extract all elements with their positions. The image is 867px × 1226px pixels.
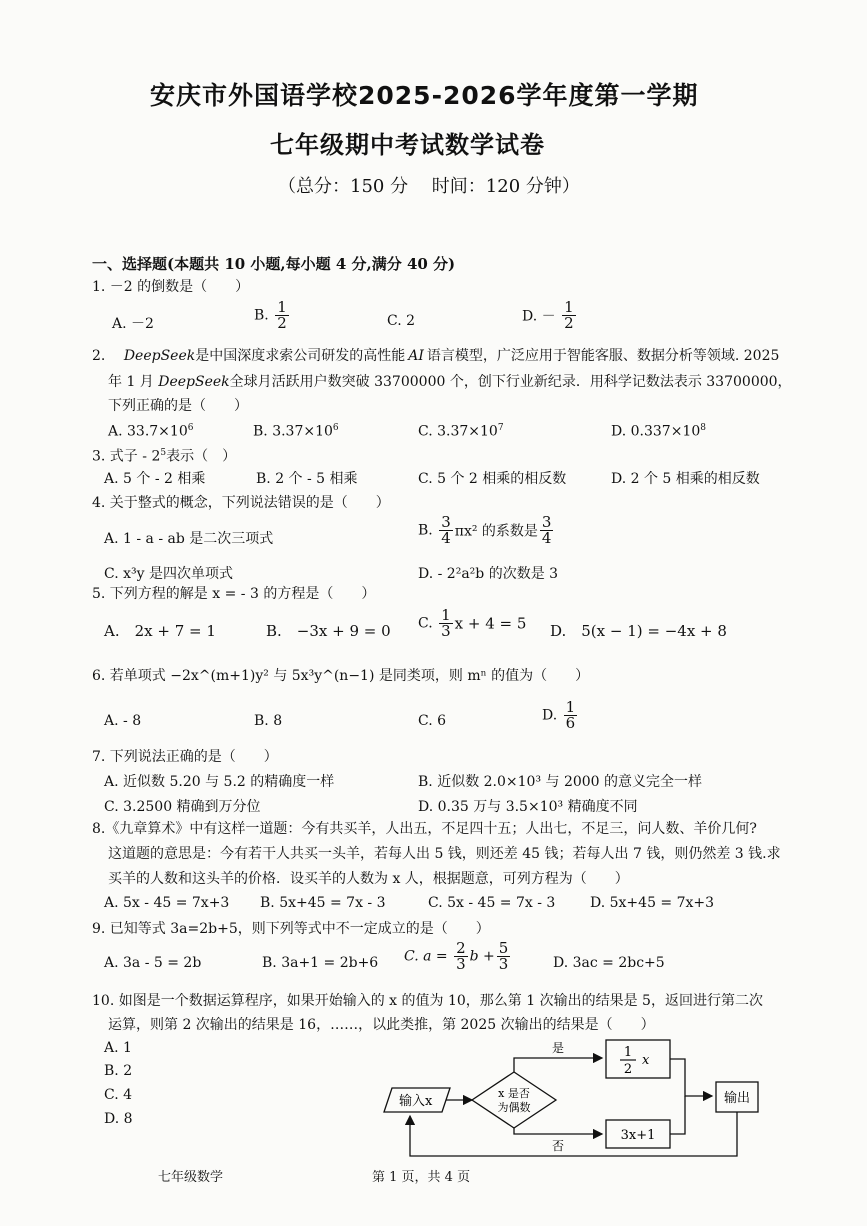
q4-stem: 4. 关于整式的概念，下列说法错误的是（ ） — [92, 495, 390, 511]
q4-b-den: 4 — [441, 529, 451, 547]
q4-option-a: A. 1 - a - ab 是二次三项式 — [104, 531, 274, 547]
q5-c-post: x + 4 = 5 — [454, 614, 527, 633]
q2-deepseek-1: DeepSeek — [123, 348, 196, 364]
q1-d-fraction — [562, 300, 576, 331]
q4-option-b — [418, 515, 555, 546]
q4-option-d: D. - 2²a²b 的次数是 3 — [418, 566, 559, 582]
q1-b-fraction — [275, 300, 289, 331]
q9-option-b: B. 3a+1 = 2b+6 — [262, 955, 379, 971]
q2-option-b — [253, 423, 339, 440]
q3-option-d: D. 2 个 5 相乘的相反数 — [611, 471, 760, 487]
q2-l1-mid: 是中国深度求索公司研发的高性能 — [195, 348, 406, 364]
q7-option-a: A. 近似数 5.20 与 5.2 的精确度一样 — [104, 774, 335, 790]
q1-d-num: 1 — [564, 298, 574, 316]
q2-line1 — [92, 345, 779, 367]
q10-flowchart — [380, 1030, 770, 1160]
q9-c-num2: 5 — [498, 939, 509, 957]
q8-line1: 8.《九章算术》中有这样一道题：今有共买羊，人出五，不足四十五；人出七，不足三，问人数、羊价几何? — [92, 821, 757, 837]
q4-b-den2: 4 — [541, 529, 552, 547]
q8-option-c: C. 5x - 45 = 7x - 3 — [428, 895, 556, 911]
q5-c-label: C. — [418, 615, 433, 632]
q2-d-exp: 8 — [700, 423, 706, 433]
q2-c-exp: 7 — [497, 423, 504, 433]
q5-option-c — [418, 608, 526, 639]
q10-option-a: A. 1 — [104, 1040, 132, 1056]
q2-ai: AI — [408, 348, 424, 364]
footer-page-number: 第 1 页，共 4 页 — [372, 1170, 471, 1185]
q2-deepseek-2: DeepSeek — [158, 374, 230, 390]
q2-l1-post: 语言模型，广泛应用于智能客服、数据分析等领域. 2025 — [426, 348, 780, 364]
q6-option-c: C. 6 — [418, 713, 447, 729]
flow-yes-box-var: x — [642, 1053, 650, 1068]
flow-yes-box-num: 1 — [623, 1045, 633, 1060]
q6-d-fraction — [564, 700, 578, 731]
q1-stem: 1. －2 的倒数是（ ） — [92, 279, 250, 295]
q7-stem: 7. 下列说法正确的是（ ） — [92, 749, 278, 765]
q5-c-den: 3 — [441, 622, 451, 640]
flow-decision-line2: 为偶数 — [497, 1101, 531, 1114]
q5-c-num: 1 — [441, 606, 451, 624]
q4-b-label: B. — [418, 522, 433, 539]
exam-title: 安庆市外国语学校2025-2026学年度第一学期 — [150, 81, 699, 110]
q5-option-a: A. 2x + 7 = 1 — [104, 622, 216, 640]
q5-option-d: D. 5(x − 1) = −4x + 8 — [550, 622, 727, 640]
q9-c-den2: 3 — [498, 955, 509, 973]
q9-c-num1: 2 — [456, 939, 466, 957]
flow-yes-label: 是 — [552, 1041, 565, 1055]
q7-option-c: C. 3.2500 精确到万分位 — [104, 799, 261, 815]
q3-stem-exp: 5 — [160, 448, 167, 458]
q8-option-a: A. 5x - 45 = 7x+3 — [104, 895, 230, 911]
flow-arrow-yes-output — [670, 1059, 712, 1096]
q2-num: 2. — [92, 348, 106, 364]
q4-b-frac1 — [439, 515, 453, 546]
q9-c-frac1 — [454, 941, 468, 972]
q2-d-text: D. 0.337×10 — [611, 423, 701, 440]
q2-option-c — [418, 423, 504, 440]
footer-subject: 七年级数学 — [158, 1170, 224, 1185]
q8-line3: 买羊的人数和这头羊的价格．设买羊的人数为 x 人，根据题意，可列方程为（ ） — [108, 871, 629, 887]
exam-subtitle: 七年级期中考试数学试卷 — [270, 131, 545, 159]
q4-b-mid: πx² 的系数是 — [454, 523, 538, 540]
flow-no-label: 否 — [552, 1139, 565, 1153]
flow-input-label: 输入x — [399, 1094, 433, 1109]
q1-b-den: 2 — [277, 314, 287, 332]
flow-output-label: 输出 — [723, 1091, 751, 1106]
flow-no-box-label: 3x+1 — [620, 1128, 656, 1143]
q3-stem-post: 表示（ ） — [166, 448, 237, 465]
q2-a-exp: 6 — [187, 423, 194, 433]
q4-b-num: 3 — [441, 513, 451, 531]
q3-stem-pre: 3. 式子 - 2 — [92, 448, 161, 465]
q3-option-b: B. 2 个 - 5 相乘 — [256, 471, 358, 487]
q8-line2: 这道题的意思是：今有若干人共买一头羊，若每人出 5 钱，则还差 45 钱；若每人出 7 钱，则仍然差 3 钱.求 — [108, 846, 781, 862]
q1-d-label: D. － — [522, 308, 556, 325]
q2-line2 — [108, 371, 792, 393]
flow-decision-line1: x 是否 — [498, 1087, 530, 1100]
section-heading: 一、选择题(本题共 10 小题,每小题 4 分,满分 40 分) — [92, 255, 456, 273]
q7-option-d: D. 0.35 万与 3.5×10³ 精确度不同 — [418, 799, 638, 815]
q3-option-a: A. 5 个 - 2 相乘 — [104, 471, 206, 487]
q9-option-c — [404, 941, 512, 972]
q2-option-d — [611, 423, 706, 440]
q6-d-den: 6 — [565, 714, 576, 732]
q9-c-frac2 — [497, 941, 511, 972]
q2-l2-pre: 年 1 月 — [108, 374, 154, 390]
q2-option-a — [108, 423, 193, 440]
q5-option-b: B. −3x + 9 = 0 — [266, 622, 391, 640]
q3-option-c: C. 5 个 2 相乘的相反数 — [418, 471, 567, 487]
q6-option-a: A. - 8 — [104, 713, 142, 729]
q7-option-b: B. 近似数 2.0×10³ 与 2000 的意义完全一样 — [418, 774, 703, 790]
q10-line1: 10. 如图是一个数据运算程序，如果开始输入的 x 的值为 10，那么第 1 次输出的结果是 5，返回进行第二次 — [92, 993, 763, 1009]
q8-option-d: D. 5x+45 = 7x+3 — [590, 895, 715, 911]
q9-c-label: C. a = — [404, 948, 448, 965]
q6-d-label: D. — [542, 707, 558, 724]
q6-stem: 6. 若单项式 −2x^(m+1)y² 与 5x³y^(n−1) 是同类项，则 mⁿ 的值为（ ） — [92, 668, 590, 684]
q1-d-den: 2 — [564, 314, 574, 332]
q1-b-label: B. — [254, 307, 269, 324]
q1-option-b — [254, 300, 291, 331]
q2-a-text: A. 33.7×10 — [108, 423, 188, 440]
q10-option-b: B. 2 — [104, 1063, 133, 1079]
q3-stem — [92, 442, 236, 468]
q9-c-mid: b + — [469, 948, 495, 965]
q2-l2-post: 全球月活跃用户数突破 33700000 个，创下行业新纪录．用科学记数法表示 33700000， — [229, 374, 792, 390]
q4-option-c: C. x³y 是四次单项式 — [104, 566, 233, 582]
q1-option-d — [522, 300, 578, 331]
flow-arrow-yes — [514, 1058, 602, 1072]
q4-b-frac2 — [540, 515, 554, 546]
q10-option-c: C. 4 — [104, 1087, 133, 1103]
q1-option-a: A. －2 — [112, 316, 154, 332]
flow-arrow-no-output — [670, 1096, 685, 1134]
q10-line2: 运算，则第 2 次输出的结果是 16，……，以此类推，第 2025 次输出的结果是（ ） — [108, 1017, 655, 1033]
q6-option-b: B. 8 — [254, 713, 283, 729]
q6-option-d — [542, 700, 579, 731]
exam-info: （总分：150 分 时间：120 分钟） — [278, 176, 580, 197]
q2-b-text: B. 3.37×10 — [253, 423, 333, 440]
q1-b-num: 1 — [277, 298, 287, 316]
flow-arrow-no — [514, 1128, 602, 1134]
q1-option-c: C. 2 — [387, 313, 416, 329]
q5-stem: 5. 下列方程的解是 x = - 3 的方程是（ ） — [92, 586, 376, 602]
q9-option-a: A. 3a - 5 = 2b — [104, 955, 202, 971]
q10-option-d: D. 8 — [104, 1111, 133, 1127]
q9-c-den1: 3 — [456, 955, 466, 973]
q5-c-fraction — [439, 608, 453, 639]
q9-option-d: D. 3ac = 2bc+5 — [553, 955, 665, 971]
flow-yes-box-den: 2 — [623, 1062, 633, 1077]
q2-line3: 下列正确的是（ ） — [108, 398, 248, 414]
q6-d-num: 1 — [565, 698, 576, 716]
q4-b-num2: 3 — [541, 513, 552, 531]
q2-c-text: C. 3.37×10 — [418, 423, 498, 440]
q2-b-exp: 6 — [332, 423, 339, 433]
flow-decision-shape — [472, 1072, 556, 1128]
q9-stem: 9. 已知等式 3a=2b+5，则下列等式中不一定成立的是（ ） — [92, 921, 490, 937]
q8-option-b: B. 5x+45 = 7x - 3 — [260, 895, 386, 911]
flow-yes-box — [606, 1040, 670, 1078]
